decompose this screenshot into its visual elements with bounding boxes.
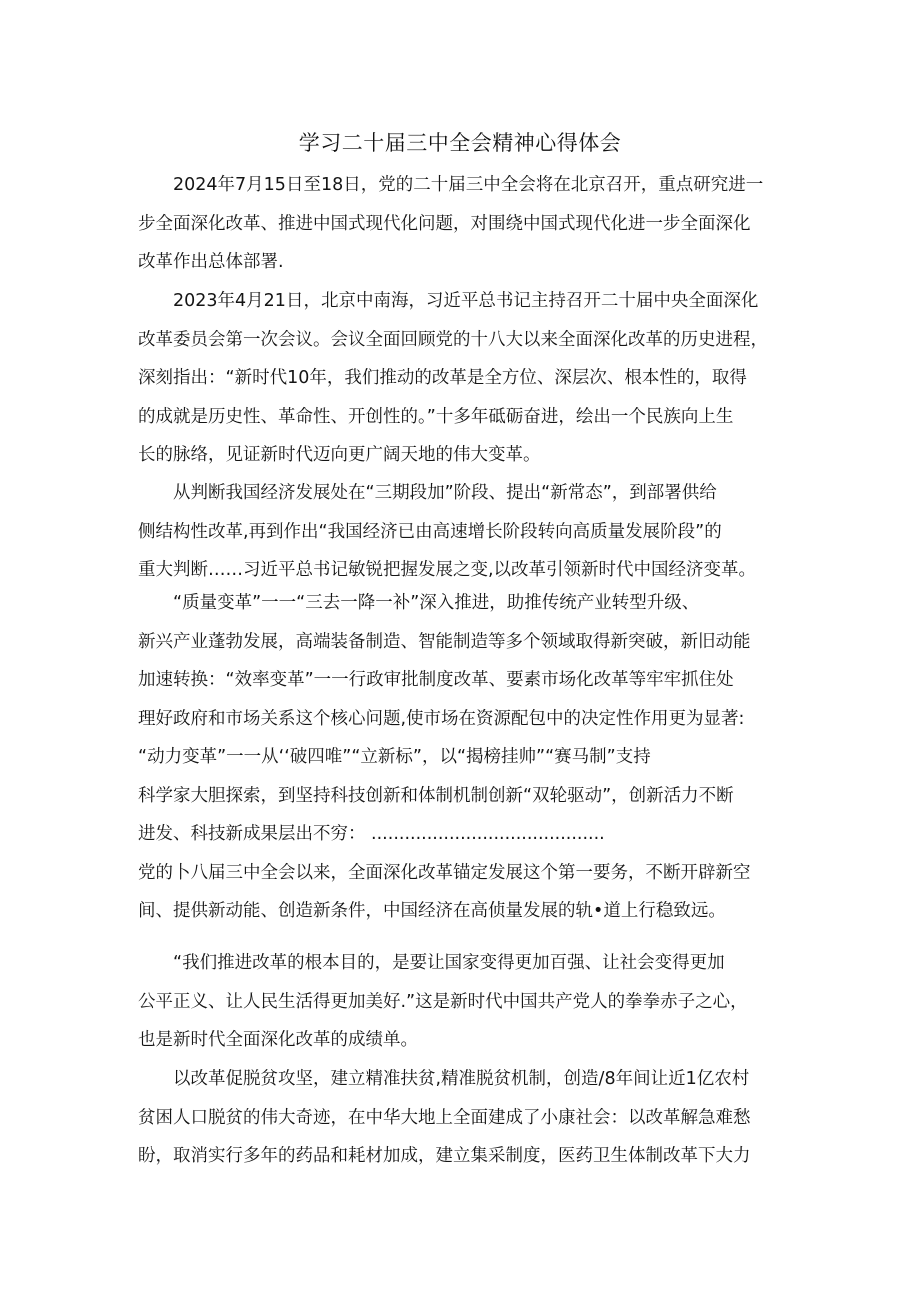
paragraph-line: 理好政府和市场关系这个核心问题,使市场在资源配包中的决定性作用更为显著:	[138, 708, 745, 729]
paragraph-line: “我们推进改革的根本目的，是要让国家变得更加百强、让社会变得更加	[173, 953, 725, 973]
paragraph-3	[138, 474, 788, 590]
paragraph-line: 进发、科技新成果层出不穷： ..........................................	[138, 824, 605, 844]
paragraph-line: 重大判断……习近平总书记敏锐把握发展之变,以改革引领新时代中国经济变革。	[138, 560, 757, 580]
paragraph-line: 公平正义、让人民生活得更加美好.”这是新时代中国共产党人的拳拳赤子之心，	[138, 991, 748, 1012]
paragraph-line: 新兴产业蓬勃发展，高端装备制造、智能制造等多个领域取得新突破，新旧动能	[138, 631, 751, 652]
paragraph-line: 步全面深化改革、推进中国式现代化问题，对围绕中国式现代化进一步全面深化	[138, 213, 751, 234]
document-title: 学习二十届三中全会精神心得体会	[298, 131, 622, 155]
paragraph-line: 侧结构性改革,再到作出“我国经济已由高速增长阶段转向高质量发展阶段”的	[138, 521, 722, 542]
paragraph-6	[138, 1060, 788, 1176]
paragraph-line: 2024年7月15日至18日，党的二十届三中全会将在北京召开，重点研究进一	[173, 175, 764, 195]
paragraph-5	[138, 944, 788, 1060]
paragraph-line: 改革委员会第一次会议。会议全面回顾党的十八大以来全面深化改革的历史进程，	[138, 329, 768, 350]
paragraph-line: 党的卜八届三中全会以来，全面深化改革锚定发展这个第一要务，不断开辟新空	[138, 862, 751, 883]
paragraph-line: 间、提供新动能、创造新条件，中国经济在高侦量发展的轨•道上行稳致远。	[138, 901, 726, 921]
paragraph-line: 长的脉络，见证新时代迈向更广阔天地的伟大变革。	[138, 445, 541, 465]
paragraph-2	[138, 282, 788, 475]
paragraph-line: 贫困人口脱贫的伟大奇迹，在中华大地上全面建成了小康社会：以改革解急难愁	[138, 1107, 751, 1128]
paragraph-1	[138, 166, 788, 282]
paragraph-line: 科学家大胆探索，到坚持科技创新和体制机制创新“双轮驱动”，创新活力不断	[138, 785, 734, 806]
paragraph-line: 改革作出总体部署.	[138, 252, 284, 272]
paragraph-line: 2023年4月21日，北京中南海，习近平总书记主持召开二十届中央全面深化	[173, 291, 759, 311]
paragraph-line: 也是新时代全面深化改革的成绩单。	[138, 1030, 418, 1050]
paragraph-line: 深刻指出：“新时代10年，我们推动的改革是全方位、深层次、根本性的，取得	[138, 368, 747, 388]
paragraph-4	[138, 584, 788, 931]
paragraph-line: 从判断我国经济发展处在“三期段加”阶段、提出“新常态”，到部署供给	[173, 483, 717, 503]
paragraph-line: “质量变革”一一“三去一降一补”深入推进，助推传统产业转型升级、	[173, 593, 700, 613]
paragraph-line: “动力变革”一一从‘‘破四唯”“立新标”，以“揭榜挂帅”“赛马制”支持	[138, 747, 651, 767]
paragraph-line: 的成就是历史性、革命性、开创性的。”十多年砥砺奋进，绘出一个民族向上生	[138, 406, 734, 427]
paragraph-line: 加速转换：“效率变革”一一行政审批制度改革、要素市场化改革等牢牢抓住处	[138, 670, 734, 690]
paragraph-line: 以改革促脱贫攻坚，建立精准扶贫,精准脱贫机制，创造/8年间让近1亿农村	[173, 1069, 750, 1089]
paragraph-line: 盼，取消实行多年的药品和耗材加成，建立集采制度，医药卫生体制改革下大力	[138, 1146, 751, 1166]
